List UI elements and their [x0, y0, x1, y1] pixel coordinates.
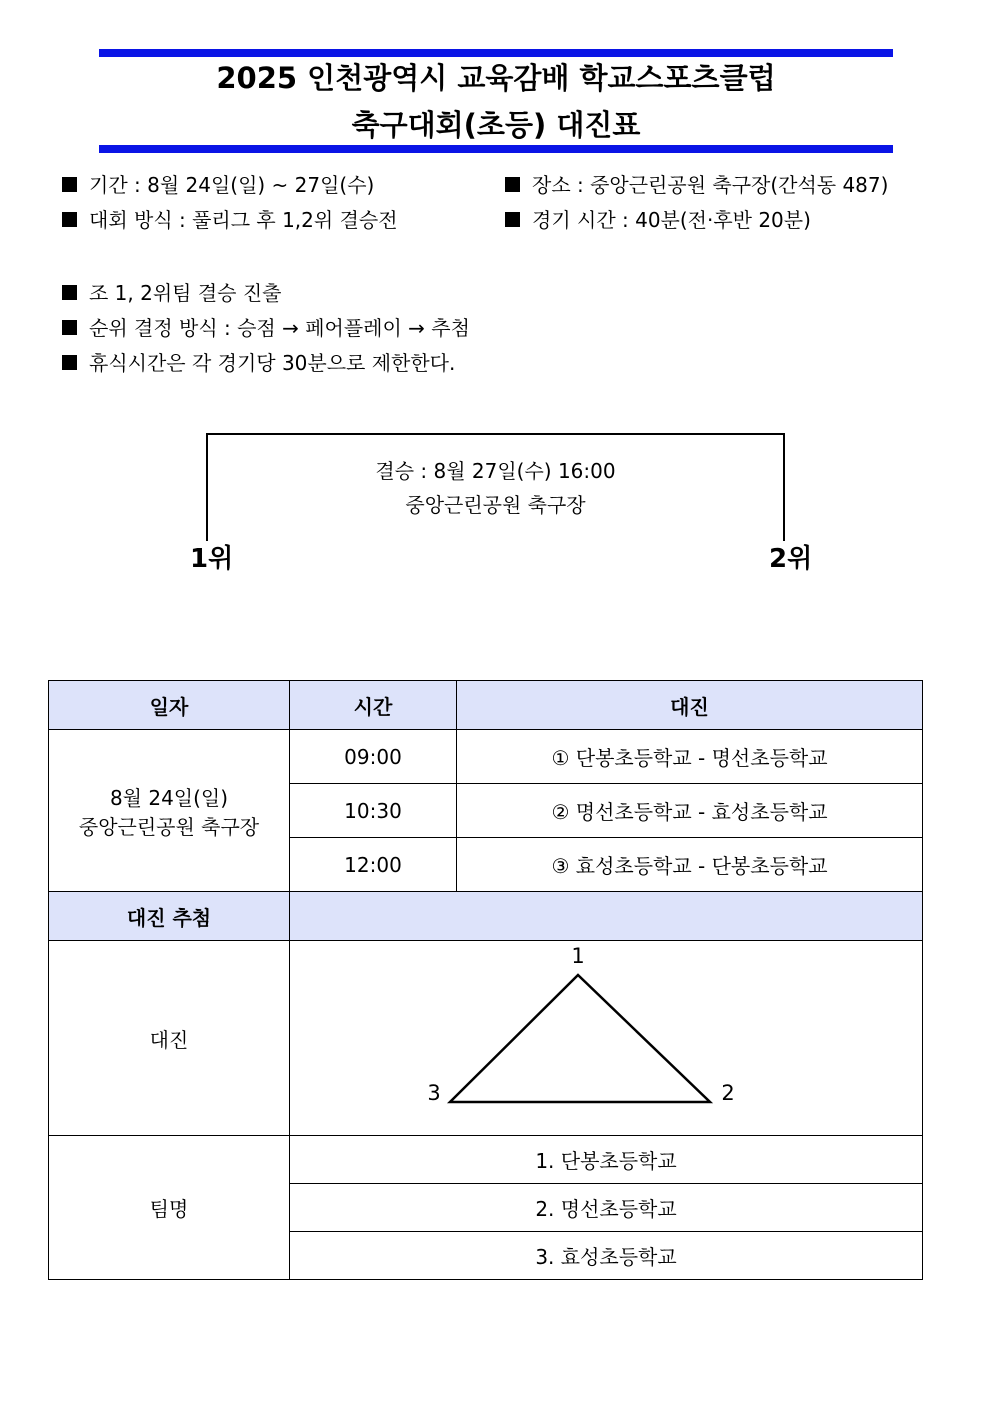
team-row: [49, 1136, 923, 1184]
triangle-vertex-right: 2: [721, 1081, 735, 1105]
header-date: 일자: [49, 681, 290, 730]
title-bottom-bar: [99, 145, 893, 153]
team-name: 1. 단봉초등학교: [290, 1136, 923, 1184]
match-pairing: ② 명선초등학교 - 효성초등학교: [457, 784, 923, 838]
advance-text: 조 1, 2위팀 결승 진출: [89, 281, 282, 305]
bullet-square-icon: [62, 320, 77, 335]
draw-empty-cell: [290, 892, 923, 941]
format-text: 대회 방식 : 풀리그 후 1,2위 결승전: [89, 208, 398, 232]
bracket-triangle-diagram: [290, 941, 922, 1135]
venue-text: 장소 : 중앙근린공원 축구장(간석동 487): [532, 173, 889, 197]
header-time: 시간: [290, 681, 457, 730]
match-time-text: 경기 시간 : 40분(전·후반 20분): [532, 208, 811, 232]
final-venue: 중앙근린공원 축구장: [405, 493, 586, 517]
bracket-row: [49, 941, 923, 1136]
triangle-vertex-left: 3: [427, 1081, 441, 1105]
info-venue: [505, 172, 888, 198]
info-format: [62, 207, 398, 233]
team-name: 3. 효성초등학교: [290, 1232, 923, 1280]
table-header-row: [49, 681, 923, 730]
title-line-2: 축구대회(초등) 대진표: [351, 108, 641, 142]
match-time: 09:00: [290, 730, 457, 784]
ranking-text: 순위 결정 방식 : 승점 → 페어플레이 → 추첨: [89, 316, 470, 340]
bullet-square-icon: [505, 212, 520, 227]
team-label: 팀명: [49, 1136, 290, 1280]
period-text: 기간 : 8월 24일(일) ~ 27일(수): [89, 173, 375, 197]
info-match-time: [505, 207, 811, 233]
title-top-bar: [99, 49, 893, 57]
bullet-square-icon: [62, 355, 77, 370]
title-line-1: 2025 인천광역시 교육감배 학교스포츠클럽: [216, 61, 776, 95]
bullet-square-icon: [62, 177, 77, 192]
bullet-square-icon: [62, 212, 77, 227]
info-advance: [62, 280, 281, 306]
bracket-triangle: [450, 975, 710, 1102]
date-cell: [49, 730, 290, 892]
triangle-vertex-top: 1: [571, 944, 585, 968]
final-second-place: 2위: [769, 544, 813, 574]
header-match: 대진: [457, 681, 923, 730]
info-rest: [62, 350, 455, 376]
final-schedule: 결승 : 8월 27일(수) 16:00: [375, 459, 616, 483]
final-first-place: 1위: [190, 544, 234, 574]
date-venue-text: 중앙근린공원 축구장: [78, 814, 260, 839]
info-ranking: [62, 315, 470, 341]
final-bracket-top-line: [206, 433, 785, 435]
bullet-square-icon: [505, 177, 520, 192]
match-pairing: ③ 효성초등학교 - 단봉초등학교: [457, 838, 923, 892]
info-period: [62, 172, 374, 198]
draw-row: [49, 892, 923, 941]
team-name: 2. 명선초등학교: [290, 1184, 923, 1232]
match-pairing: ① 단봉초등학교 - 명선초등학교: [457, 730, 923, 784]
bracket-triangle-cell: [290, 941, 923, 1136]
draw-label: 대진 추첨: [49, 892, 290, 941]
bracket-label: 대진: [49, 941, 290, 1136]
bullet-square-icon: [62, 285, 77, 300]
table-row: [49, 730, 923, 784]
date-text: 8월 24일(일): [109, 785, 229, 810]
match-time: 12:00: [290, 838, 457, 892]
rest-text: 휴식시간은 각 경기당 30분으로 제한한다.: [89, 351, 456, 375]
match-time: 10:30: [290, 784, 457, 838]
schedule-table: [48, 680, 923, 1280]
